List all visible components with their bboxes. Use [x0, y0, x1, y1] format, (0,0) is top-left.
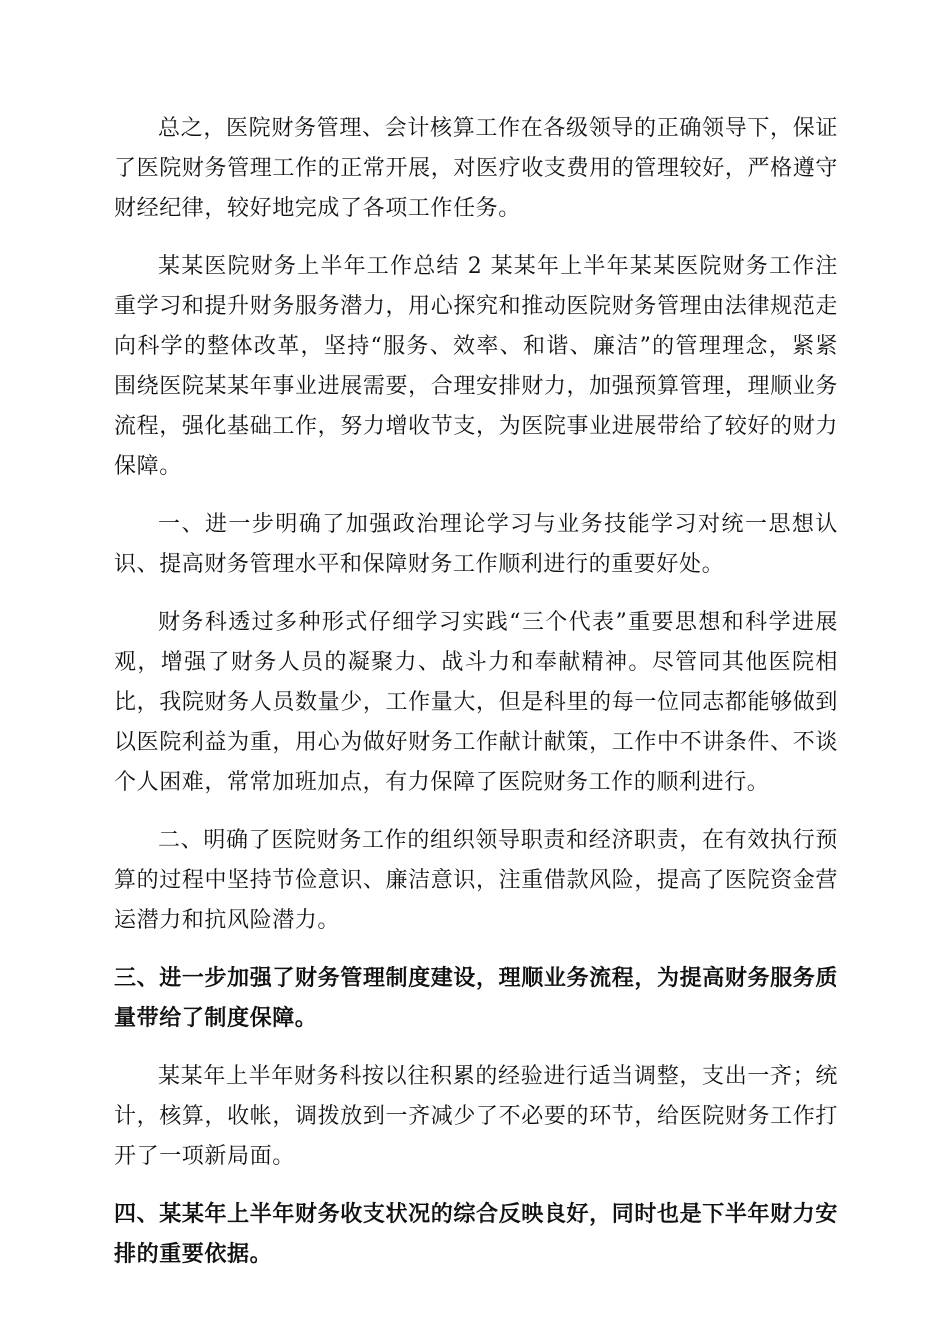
- paragraph-report-intro: 某某医院财务上半年工作总结 2 某某年上半年某某医院财务工作注重学习和提升财务服务潜力，用心探究和推动医院财务管理由法律规范走向科学的整体改革，坚持“服务、效率、和谐、廉洁”的管理理念，紧紧围绕医院某某年事业进展需要，合理安排财力，加强预算管理，理顺业务流程，强化基础工作，努力增收节支，为医院事业进展带给了较好的财力保障。: [114, 254, 838, 479]
- heading-section-three: 三、进一步加强了财务管理制度建设，理顺业务流程，为提高财务服务质量带给了制度保障。: [114, 966, 838, 1031]
- heading-section-four: 四、某某年上半年财务收支状况的综合反映良好，同时也是下半年财力安排的重要依据。: [114, 1202, 838, 1267]
- paragraph-adjustment: 某某年上半年财务科按以往积累的经验进行适当调整，支出一齐；统计，核算，收帐，调拨放到一齐减少了不必要的环节，给医院财务工作打开了一项新局面。: [114, 1064, 838, 1169]
- paragraph-summary: 总之，医院财务管理、会计核算工作在各级领导的正确领导下，保证了医院财务管理工作的正常开展，对医疗收支费用的管理较好，严格遵守财经纪律，较好地完成了各项工作任务。: [114, 116, 838, 221]
- document-page: [114, 109, 838, 1293]
- paragraph-section-two: 二、明确了医院财务工作的组织领导职责和经济职责，在有效执行预算的过程中坚持节俭意识、廉洁意识，注重借款风险，提高了医院资金营运潜力和抗风险潜力。: [114, 828, 838, 933]
- paragraph-study-practice: 财务科透过多种形式仔细学习实践“三个代表”重要思想和科学进展观，增强了财务人员的凝聚力、战斗力和奉献精神。尽管同其他医院相比，我院财务人员数量少，工作量大，但是科里的每一位同志都能够做到以医院利益为重，用心为做好财务工作献计献策，工作中不讲条件、不谈个人困难，常常加班加点，有力保障了医院财务工作的顺利进行。: [114, 610, 838, 795]
- paragraph-section-one: 一、进一步明确了加强政治理论学习与业务技能学习对统一思想认识、提高财务管理水平和保障财务工作顺利进行的重要好处。: [114, 512, 838, 577]
